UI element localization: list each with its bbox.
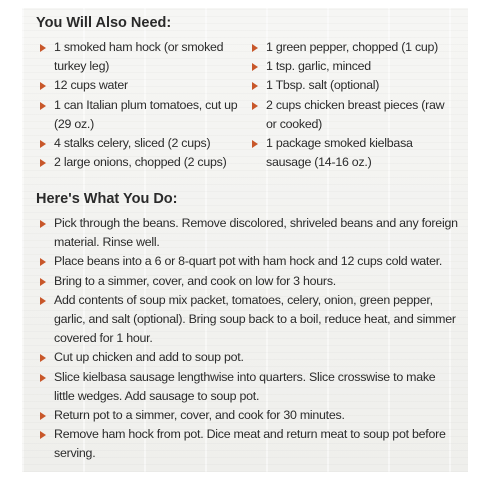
list-item: [252, 38, 458, 57]
instructions-heading: Here's What You Do:: [36, 191, 178, 207]
ingredient-text: 2 cups chicken breast pieces (raw or cooked): [266, 97, 445, 131]
list-item: [40, 252, 458, 271]
ingredient-text: 2 large onions, chopped (2 cups): [54, 155, 227, 170]
triangle-right-icon: [252, 102, 258, 110]
triangle-right-icon: [40, 297, 46, 305]
list-item: [40, 406, 458, 425]
triangle-right-icon: [40, 140, 46, 148]
step-text: Return pot to a simmer, cover, and cook for 30 minutes.: [54, 408, 345, 423]
list-item: [252, 57, 458, 76]
ingredient-text: 1 tsp. garlic, minced: [266, 59, 371, 74]
step-text: Remove ham hock from pot. Dice meat and return meat to soup pot before serving.: [54, 427, 446, 461]
list-item: [40, 348, 458, 367]
triangle-right-icon: [252, 140, 258, 148]
triangle-right-icon: [40, 412, 46, 420]
ingredients-list-right: [252, 38, 458, 172]
triangle-right-icon: [40, 258, 46, 266]
triangle-right-icon: [40, 44, 46, 52]
recipe-card: [22, 8, 468, 472]
list-item: [40, 214, 458, 252]
triangle-right-icon: [40, 431, 46, 439]
step-text: Add contents of soup mix packet, tomatoes, celery, onion, green pepper, garlic, and salt (optional). Bring soup back to a boil, reduce heat, and simmer covered for 1 hour.: [54, 292, 456, 346]
list-item: [40, 134, 250, 153]
step-text: Place beans into a 6 or 8-quart pot with ham hock and 12 cups cold water.: [54, 254, 443, 269]
ingredient-text: 1 Tbsp. salt (optional): [266, 78, 380, 93]
step-text: Cut up chicken and add to soup pot.: [54, 350, 244, 365]
ingredient-text: 1 can Italian plum tomatoes, cut up (29 oz.): [54, 97, 238, 131]
list-item: [40, 368, 458, 406]
triangle-right-icon: [40, 102, 46, 110]
ingredient-text: 4 stalks celery, sliced (2 cups): [54, 136, 211, 151]
instructions-list: [40, 214, 458, 464]
list-item: [40, 291, 458, 349]
ingredients-list-left: [40, 38, 250, 172]
triangle-right-icon: [40, 82, 46, 90]
ingredient-text: 1 green pepper, chopped (1 cup): [266, 40, 439, 54]
ingredient-text: 1 smoked ham hock (or smoked turkey leg): [54, 40, 224, 74]
ingredient-text: 1 package smoked kielbasa sausage (14-16 oz.): [266, 136, 413, 170]
list-item: [252, 96, 458, 134]
triangle-right-icon: [252, 44, 258, 52]
list-item: [252, 134, 458, 172]
step-text: Bring to a simmer, cover, and cook on low for 3 hours.: [54, 273, 336, 288]
triangle-right-icon: [40, 159, 46, 167]
triangle-right-icon: [252, 82, 258, 90]
list-item: [40, 96, 250, 134]
list-item: [40, 38, 250, 76]
list-item: [40, 272, 458, 291]
triangle-right-icon: [252, 63, 258, 71]
list-item: [40, 153, 250, 172]
ingredient-text: 12 cups water: [54, 78, 128, 93]
list-item: [40, 425, 458, 463]
ingredients-heading: You Will Also Need:: [36, 15, 172, 31]
list-item: [252, 76, 458, 95]
list-item: [40, 76, 250, 95]
step-text: Pick through the beans. Remove discolored, shriveled beans and any foreign material. Rinse well.: [54, 216, 458, 250]
triangle-right-icon: [40, 278, 46, 286]
triangle-right-icon: [40, 220, 46, 228]
triangle-right-icon: [40, 354, 46, 362]
triangle-right-icon: [40, 374, 46, 382]
step-text: Slice kielbasa sausage lengthwise into quarters. Slice crosswise to make little wedges. Add sausage to soup pot.: [54, 369, 436, 403]
